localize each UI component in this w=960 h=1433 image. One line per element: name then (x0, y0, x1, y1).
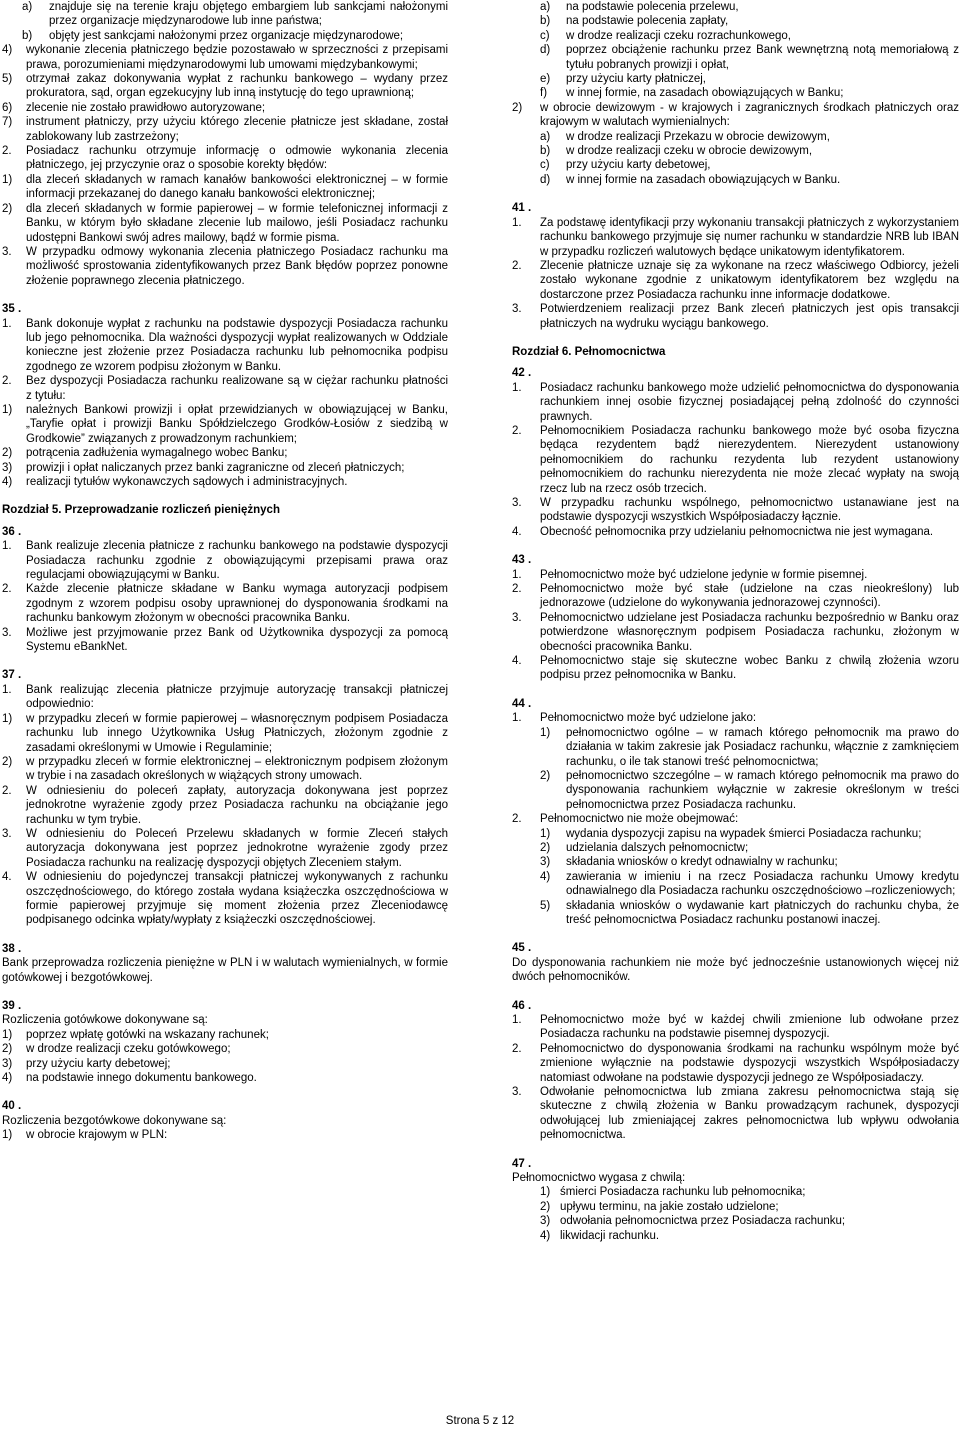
list-item: 2) udzielania dalszych pełnomocnictw; (540, 841, 749, 854)
list-item: 4) wykonanie zlecenia płatniczego będzie pozostawało w sprzeczności z przepisami prawa, porozumieniami międzynarodowymi lub umowami międzybankowymi; (2, 44, 448, 71)
list-item: 2. Pełnomocnictwo nie może obejmować: (512, 813, 739, 826)
list-item: 3. Możliwe jest przyjmowanie przez Bank od Użytkownika dyspozycji za pomocą Systemu eBankNet. (2, 626, 448, 654)
paragraph: Pełnomocnictwo wygasa z chwilą: (512, 1172, 686, 1185)
list-item: 2. Pełnomocnictwo do dysponowania środkami na rachunku wspólnym może być zmienione wyłącznie na podstawie dyspozycji wszystkich Współposiadaczy natomiast odwołane na podstawie dyspozycji jednego ze Współposiadaczy. (512, 1042, 959, 1084)
list-item: 3. W przypadku odmowy wykonania zlecenia płatniczego Posiadacz rachunku ma możliwość sprostowania zidentyfikowanych przez Bank błędów poprzez ponowne złożenie poprawnego zlecenia płatniczego. (2, 245, 448, 287)
page-number: Strona 5 z 12 (445, 1415, 515, 1427)
list-item: b) na podstawie polecenia zapłaty, (540, 15, 729, 28)
list-item: 2. Pełnomocnikiem Posiadacza rachunku bankowego może być osoba fizyczna będąca rezydentem bądź nierezydentem. Nierezydent ustanowiony pełnomocnikiem do rachunku rezydenta lub rezydent ustanowiony pełnomocnikiem do rachunku nierezydenta nie może zlecać wypłaty na swoją rzecz lub na rzecz osób trzecich. (512, 424, 959, 495)
chapter-heading: Rozdział 6. Pełnomocnictwa (512, 345, 666, 358)
paragraph: Rozliczenia bezgotówkowe dokonywane są: (2, 1114, 227, 1127)
list-item: 3. Pełnomocnictwo udzielane jest Posiadacza rachunku bezpośrednio w Banku oraz potwierdzone własnoręcznym podpisem Posiadacza rachunku, złożonym w obecności pracownika Banku. (512, 611, 959, 653)
list-item: 3) przy użyciu karty debetowej; (2, 1057, 171, 1070)
list-item: 4) na podstawie innego dokumentu bankowego. (2, 1072, 257, 1085)
list-item: c) przy użyciu karty debetowej, (540, 159, 711, 172)
list-item: 1. Za podstawę identyfikacji przy wykonaniu transakcji płatniczych z wykorzystaniem rachunku bankowego przyjmuje się numer rachunku w standardzie NRB lub IBAN w przypadku rozliczeń walutowych będące unikatowym identyfikatorem. (512, 216, 959, 258)
list-item: 1. Posiadacz rachunku bankowego może udzielić pełnomocnictwa do dysponowania rachunkiem innej osobie fizycznej posiadającej pełną zdolność do czynności prawnych. (512, 381, 959, 423)
list-item: 4. Pełnomocnictwo staje się skuteczne wobec Banku z chwilą złożenia wzoru podpisu przez pełnomocnika w Banku. (512, 655, 959, 682)
list-item: 7) instrument płatniczy, przy użyciu którego zlecenie płatnicze jest składane, został zablokowany lub zastrzeżony; (2, 116, 448, 143)
list-item: 1) dla zleceń składanych w ramach kanałów bankowości elektronicznej – w formie informacji przekazanej do danego kanału bankowości elektronicznej; (2, 173, 448, 201)
list-item: 3. Potwierdzeniem realizacji przez Bank zleceń płatniczych jest opis transakcji płatniczych na wydruku wyciągu bankowego. (512, 303, 959, 330)
list-item: 3. Odwołanie pełnomocnictwa lub zmiana zakresu pełnomocnictwa stają się skuteczne z chwilą złożenia w Banku prowadzącym rachunek, dyspozycji odwołującej lub zmieniającej zakres pełnomocnictwa lub wpływu odwołania pełnomocnictwa. (512, 1086, 959, 1142)
list-item: 2) dla zleceń składanych w formie papierowej – w formie telefonicznej informacji z Banku, w którym było składane zlecenie lub mailowo, jeśli Posiadacz rachunku udostępni Bankowi swój adres mailowy, bądź w formie pisma. (2, 202, 448, 244)
section-heading: 37 . (2, 669, 22, 682)
list-item: 1) w obrocie krajowym w PLN: (2, 1129, 168, 1142)
paragraph: Do dysponowania rachunkiem nie może być jednocześnie ustanowionych więcej niż dwóch pełnomocników. (512, 956, 959, 984)
list-item: 1. Pełnomocnictwo może być udzielone jedynie w formie pisemnej. (512, 568, 868, 581)
left-column (2, 0, 448, 1143)
list-item: 2) pełnomocnictwo szczególne – w ramach którego pełnomocnik ma prawo do dysponowania rachunkiem wyłącznie w zakresie określonym w treści pełnomocnictwa przez Posiadacza rachunku. (540, 769, 959, 811)
paragraph: Bank przeprowadza rozliczenia pieniężne w PLN i w walutach wymienialnych, w formie gotówkowej i bezgotówkowej. (2, 957, 448, 984)
list-item: 2) upływu terminu, na jakie zostało udzielone; (540, 1200, 779, 1213)
list-item: d) w innej formie na zasadach obowiązujących w Banku. (540, 173, 841, 186)
section-heading: 41 . (512, 202, 532, 215)
list-item: 2) potrącenia zadłużenia wymagalnego wobec Banku; (2, 447, 288, 460)
list-item: f) w innej formie, na zasadach obowiązujących w Banku; (540, 87, 844, 100)
list-item: 2) w przypadku zleceń w formie elektronicznej – elektronicznym podpisem złożonym w trybie i na zasadach określonych w wiążących strony umowach. (2, 755, 448, 783)
section-heading: 40 . (2, 1100, 22, 1113)
list-item: 3) prowizji i opłat naliczanych przez banki zagraniczne od zleceń płatniczych; (2, 461, 405, 474)
section-heading: 39 . (2, 1000, 22, 1012)
list-item: 2. Zlecenie płatnicze uznaje się za wykonane na rzecz właściwego Odbiorcy, jeżeli zostało wykonane zgodnie z unikatowym identyfikatorem bez względu na dostarczone przez Posiadacza rachunku inne informacje dodatkowe. (512, 259, 959, 301)
list-item: 5) składania wniosków o wydawanie kart płatniczych do rachunku chyba, że treść pełnomocnictwa Posiadacz rachunku postanowi inaczej. (540, 899, 959, 926)
section-heading: 46 . (512, 999, 532, 1012)
list-item: 1. Bank realizuje zlecenia płatnicze z rachunku bankowego na podstawie dyspozycji Posiadacza rachunku zgodnie z obowiązującymi przepisami prawa oraz regulacjami obowiązującymi w Banku. (2, 540, 448, 582)
section-heading: 38 . (2, 942, 22, 955)
list-item: 1) poprzez wpłatę gotówki na wskazany rachunek; (2, 1028, 269, 1041)
list-item: 3) składania wniosków o kredyt odnawialny w rachunku; (540, 856, 838, 869)
list-item: 4) realizacji tytułów wykonawczych sądowych i administracyjnych. (2, 476, 348, 488)
section-heading: 42 . (512, 367, 532, 380)
list-item: 1. Pełnomocnictwo może być udzielone jako: (512, 712, 757, 725)
list-item: a) znajduje się na terenie kraju objętego embargiem lub sankcjami nałożonymi przez organizacje międzynarodowe lub inne państwa; (22, 1, 448, 28)
list-item: c) w drodze realizacji czeku rozrachunkowego, (540, 29, 791, 42)
section-heading: 35 . (2, 303, 22, 316)
list-item: b) w drodze realizacji czeku w obrocie dewizowym, (540, 145, 813, 158)
list-item: b) objęty jest sankcjami nałożonymi przez organizacje międzynarodowe; (22, 29, 404, 42)
list-item: 6) zlecenie nie zostało prawidłowo autoryzowane; (2, 101, 266, 114)
list-item: 4. W odniesieniu do pojedynczej transakcji płatniczej wykonywanych z rachunku oszczędnościowego, do którego została wydana książeczka oszczędnościowa w formie papierowej przyjmuje się moment złożenia przez Zleceniodawcę podpisanego odcinka wpłaty/wypłaty z książeczki oszczędnościowej. (2, 871, 448, 927)
list-item: 1) wydania dyspozycji zapisu na wypadek śmierci Posiadacza rachunku; (540, 827, 922, 840)
list-item: a) w drodze realizacji Przekazu w obrocie dewizowym, (540, 130, 830, 143)
list-item: 1) w przypadku zleceń w formie papierowej – własnoręcznym podpisem Posiadacza rachunku lub innego Użytkownika Usług Płatniczych, złożonym zgodnie z zasadami określonymi w Umowie i Regulaminie; (2, 712, 448, 754)
list-item: 2. Każde zlecenie płatnicze składane w Banku wymaga autoryzacji podpisem zgodnym z wzorem podpisu osoby uprawnionej do dysponowania środkami na rachunku bankowym złożonym w obecności pracownika Banku. (2, 583, 448, 625)
list-item: 1) pełnomocnictwo ogólne – w ramach którego pełnomocnik ma prawo do działania w takim zakresie jak Posiadacz rachunku, włącznie z zamknięciem rachunku, o ile tak stanowi treść pełnomocnictwa; (540, 726, 959, 768)
list-item: d) poprzez obciążenie rachunku przez Bank wewnętrzną notą memoriałową z tytułu pobranych prowizji i opłat, (540, 44, 959, 71)
chapter-heading: Rozdział 5. Przeprowadzanie rozliczeń pieniężnych (2, 504, 280, 517)
list-item: 1. Bank realizując zlecenia płatnicze przyjmuje autoryzację transakcji płatniczej odpowiednio: (2, 683, 448, 711)
section-heading: 43 . (512, 554, 532, 567)
list-item: 4. Obecność pełnomocnika przy udzielaniu pełnomocnictwa nie jest wymagana. (512, 525, 934, 538)
list-item: 1) śmierci Posiadacza rachunku lub pełnomocnika; (540, 1186, 806, 1199)
list-item: 3) odwołania pełnomocnictwa przez Posiadacza rachunku; (540, 1215, 846, 1228)
section-heading: 47 . (512, 1157, 532, 1170)
list-item: 5) otrzymał zakaz dokonywania wypłat z rachunku bankowego – wydany przez prokuratora, sąd, organ egzekucyjny lub inną instytucję do tego uprawnioną; (2, 73, 448, 100)
paragraph: Rozliczenia gotówkowe dokonywane są: (2, 1014, 208, 1027)
list-item: 2) w drodze realizacji czeku gotówkowego; (2, 1043, 231, 1056)
list-item: a) na podstawie polecenia przelewu, (540, 1, 739, 13)
list-item: 1. Bank dokonuje wypłat z rachunku na podstawie dyspozycji Posiadacza rachunku lub jego pełnomocnika. Dla ważności dyspozycji wypłat realizowanych w Oddziale konieczne jest złożenie przez Posiadacza rachunku lub pełnomocnika podpisu zgodnego ze wzorem podpisu złożonym w Banku. (2, 317, 448, 373)
list-item: 4) zawierania w imieniu i na rzecz Posiadacza rachunku Umowy kredytu odnawialnego dla Posiadacza rachunku oszczędnościowo –rozliczeniowych; (540, 870, 959, 898)
list-item: 3. W przypadku rachunku wspólnego, pełnomocnictwo ustanawiane jest na podstawie dyspozycji wszystkich Współposiadaczy łącznie. (512, 497, 959, 524)
section-heading: 45 . (512, 942, 532, 955)
list-item: 3. W odniesieniu do Poleceń Przelewu składanych w formie Zleceń stałych autoryzacja dokonywana jest poprzez jednokrotne wyrażenie zgody przez Posiadacza rachunku na realizację dyspozycji objętych Zleceniem stałym. (2, 827, 448, 869)
list-item: 2. Bez dyspozycji Posiadacza rachunku realizowane są w ciężar rachunku płatności z tytułu: (2, 375, 448, 402)
list-item: 2. Posiadacz rachunku otrzymuje informację o odmowie wykonania zlecenia płatniczego, jej przyczynie oraz o sposobie korekty błędów: (2, 145, 448, 172)
list-item: 2) w obrocie dewizowym - w krajowych i zagranicznych środkach płatniczych oraz krajowym w walutach wymienialnych: (512, 101, 959, 129)
list-item: 4) likwidacji rachunku. (540, 1229, 660, 1242)
section-heading: 44 . (512, 697, 532, 710)
list-item: 1) należnych Bankowi prowizji i opłat przewidzianych w obowiązującej w Banku, „Taryfie opłat i prowizji Banku Spółdzielczego Grodków-Łosiów z siedzibą w Grodkowie” związanych z prowadzonym rachunkiem; (2, 403, 448, 445)
list-item: e) przy użyciu karty płatniczej, (540, 73, 706, 86)
section-heading: 36 . (2, 525, 22, 538)
list-item: 2. W odniesieniu do poleceń zapłaty, autoryzacja dokonywana jest poprzez jednokrotne wyrażenie zgody przez Posiadacza rachunku na obciążanie jego rachunku w tym trybie. (2, 784, 448, 826)
list-item: 1. Pełnomocnictwo może być w każdej chwili zmienione lub odwołane przez Posiadacza rachunku na podstawie pisemnej dyspozycji. (512, 1014, 959, 1041)
right-column (512, 0, 959, 1243)
list-item: 2. Pełnomocnictwo może być stałe (udzielone na czas nieokreślony) lub jednorazowe (udzielone do wykonywania jednorazowej czynności). (512, 583, 959, 610)
